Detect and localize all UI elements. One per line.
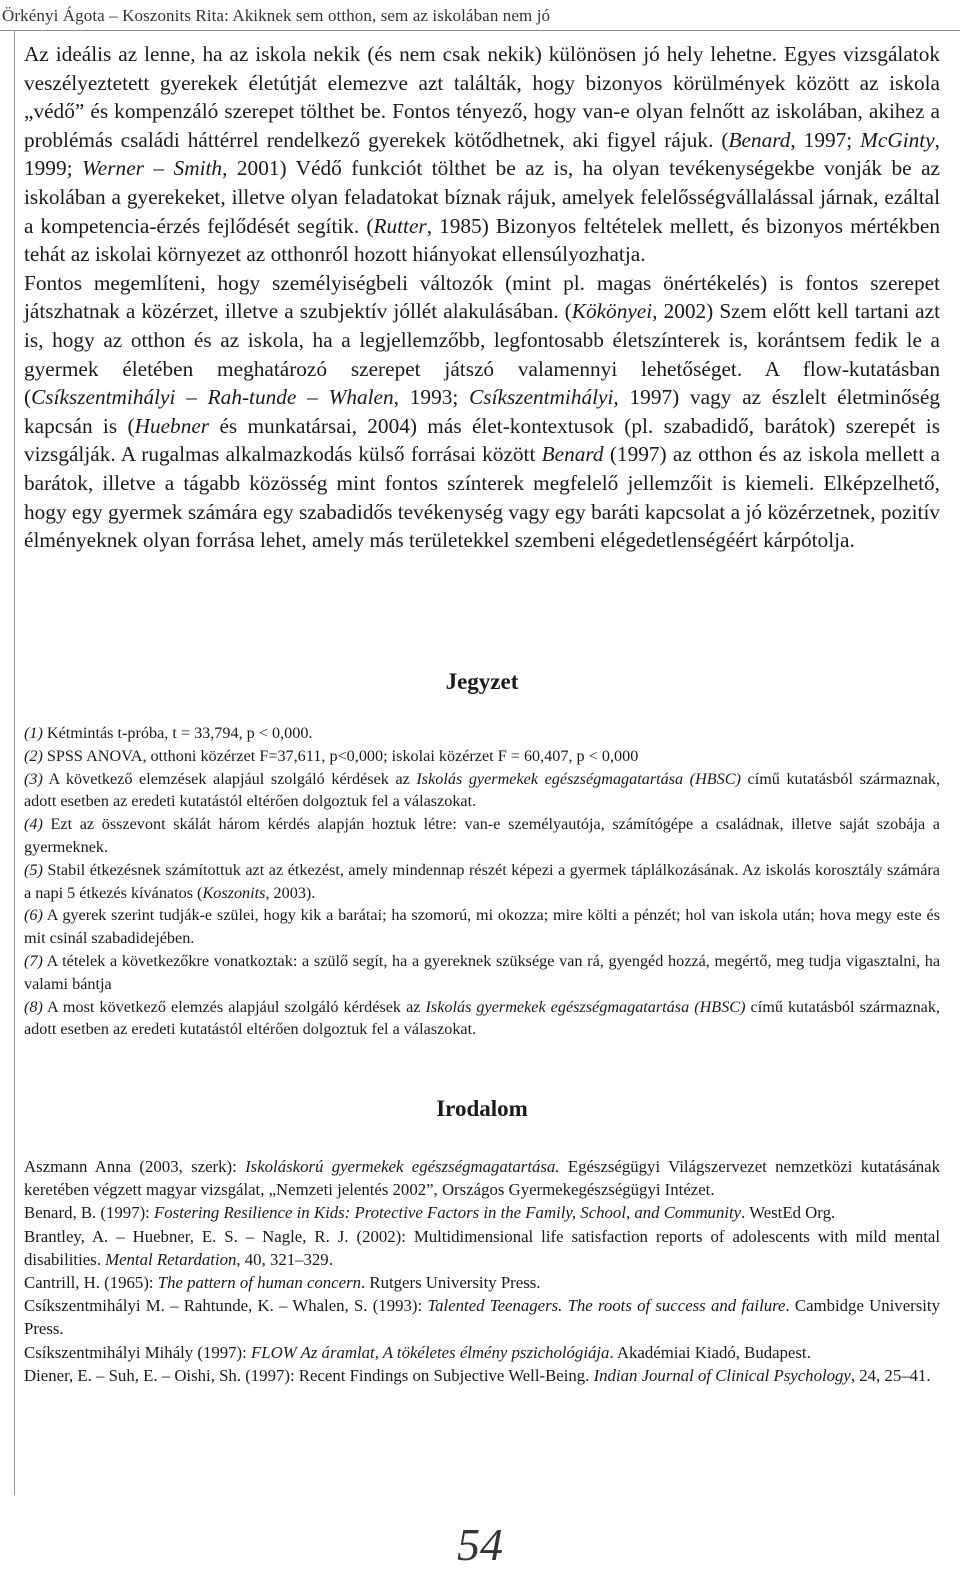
text-run: Az ideális az lenne, ha az iskola nekik (és nem csak nekik) különösen jó hely lehetne. Egyes vizsgálatok veszélyeztetett gyerekek életútját elemezve azt találták, hogy bizonyos körülmények között az iskola „védő” és kompenzáló szerepet tölthet be. Fontos tényező, hogy van-e olyan felnőtt az iskolában, akihez a problémás családi háttérrel rendelkező gyerekek kötődhetnek, aki figyel rájuk. ( — [24, 42, 940, 152]
reference-item — [24, 1225, 940, 1271]
note-number: (5) — [24, 860, 43, 879]
text-run: és munkatársai, 2004) más élet-kontextusok (pl. szabadidő, barátok) szerepét is vizsgálják. A rugalmas alkalmazkodás külső forrásai között — [24, 413, 940, 467]
italic-run: Benard — [728, 127, 791, 152]
text-run: . WestEd Org. — [741, 1203, 836, 1223]
text-run: (1997) az otthon és az iskola mellett a barátok, illetve a tágabb közösség mint fontos színterek megfelelő jellemzőit is kiemeli. Elképzelhető, hogy egy gyermek számára egy szabadidős tevékenység vagy egy baráti kapcsolat a jó közérzetnek, pozitív élményeknek olyan forrása lehet, amely más területekkel szembeni elégedetlenségéért kárpótolja. — [24, 442, 941, 553]
note-number: (7) — [24, 951, 43, 970]
italic-run: Benard — [541, 442, 604, 467]
reference-item — [24, 1294, 940, 1340]
text-run: A következő elemzések alapjául szolgáló kérdések az — [42, 769, 417, 788]
references-heading: Irodalom — [436, 1096, 528, 1121]
note-item — [24, 768, 940, 814]
italic-run: Huebner — [134, 413, 210, 438]
text-run: A gyerek szerint tudják-e szülei, hogy kik a barátai; ha szomorú, mi okozza; mire költi a pénzét; hol van iskola után; hova megy este és mit csinál szabadidejében. — [24, 906, 940, 948]
italic-run: McGinty — [860, 127, 935, 152]
note-item — [24, 722, 940, 745]
margin-rule — [14, 30, 15, 1495]
text-run: Csíkszentmihályi Mihály (1997): — [24, 1342, 251, 1362]
reference-item — [24, 1201, 940, 1224]
text-run: Kétmintás t-próba, t = 33,794, p < 0,000. — [42, 724, 313, 742]
text-run: című kutatásból származnak, adott esetben az eredeti kutatástól eltérően dolgoztuk fel a válaszokat. — [24, 769, 941, 811]
italic-run: Iskolás gyermekek egészségmagatartása (HBSC) — [416, 769, 741, 788]
text-run: . Rutgers University Press. — [361, 1273, 541, 1293]
text-run: Stabil étkezésnek számítottuk azt az étkezést, amely mindennap részét képezi a gyermek táplálkozásának. Az iskolás korosztály számára a napi 5 étkezés kívánatos ( — [24, 860, 940, 902]
italic-run: Talented Teenagers. The roots of success and failure — [427, 1296, 786, 1316]
italic-run: Iskoláskorú gyermekek egészségmagatartása. — [245, 1157, 560, 1176]
running-title: Örkényi Ágota – Koszonits Rita: Akiknek sem otthon, sem az iskolában nem jó — [2, 6, 551, 25]
references-list — [24, 1155, 940, 1387]
italic-run: Fostering Resilience in Kids: Protective Factors in the Family, School, and Community — [154, 1203, 742, 1223]
note-item — [24, 745, 940, 768]
text-run: , 1985) Bizonyos feltételek mellett, és bizonyos mértékben tehát az iskolai környezet az otthonról hozott hiányokat ellensúlyozhatja. — [24, 213, 941, 267]
text-run: A tételek a következőkre vonatkoztak: a szülő segít, ha a gyereknek szüksége van rá, gyengéd hozzá, megértő, meg tudja vigasztalni, ha valami bántja — [24, 951, 940, 993]
text-run: Ezt az összevont skálát három kérdés alapján hoztuk létre: van-e személyautója, számítógépe a családnak, illetve saját szobája a gyermeknek. — [24, 815, 940, 856]
text-run: , 1999; — [24, 127, 940, 181]
italic-run: Werner – Smith — [82, 156, 223, 181]
italic-run: FLOW Az áramlat, A tökéletes élmény pszichológiája — [251, 1342, 610, 1362]
text-run: , 1993; — [393, 385, 470, 410]
italic-run: Iskolás gyermekek egészségmagatartása (HBSC) — [425, 997, 746, 1016]
note-number: (4) — [24, 815, 43, 834]
reference-item — [24, 1341, 940, 1364]
text-run: . Cambidge University Press. — [24, 1296, 940, 1339]
text-run: című kutatásból származnak, adott esetben az eredeti kutatástól eltérően dolgoztuk fel a válaszokat. — [24, 997, 941, 1039]
italic-run: Mental Retardation — [105, 1249, 237, 1269]
text-run: Aszmann Anna (2003, szerk): — [24, 1157, 246, 1176]
reference-item — [24, 1271, 940, 1294]
italic-run: Csíkszentmihályi — [469, 385, 614, 410]
italic-run: Koszonits — [202, 883, 266, 902]
text-run: , 24, 25–41. — [850, 1365, 931, 1385]
text-run: 2002) Szem előtt kell tartani azt is, hogy az otthon és az iskola, ha a legjellemzőbb, legfontosabb életszínterek is, korántsem fedik le a gyermek életében meghatározó szerepet játszó valamennyi lehetőséget. A flow-kutatásban ( — [24, 299, 940, 410]
text-run: A most következő elemzés alapjául szolgáló kérdések az — [42, 997, 426, 1016]
note-number: (1) — [24, 724, 43, 742]
text-run: Csíkszentmihályi M. – Rahtunde, K. – Whalen, S. (1993): — [24, 1296, 428, 1316]
note-number: (6) — [24, 906, 43, 925]
text-run: Diener, E. – Suh, E. – Oishi, Sh. (1997): Recent Findings on Subjective Well-Being. — [24, 1365, 594, 1385]
notes-list — [24, 722, 940, 1041]
italic-run: Csíkszentmihályi – Rah-tunde – Whalen — [31, 385, 394, 410]
note-item — [24, 904, 940, 950]
italic-run: Indian Journal of Clinical Psychology — [593, 1365, 851, 1385]
text-run: SPSS ANOVA, otthoni közérzet F=37,611, p<0,000; iskolai közérzet F = 60,407, p < 0,000 — [42, 746, 639, 765]
text-run: Egészségügyi Világszervezet nemzetközi kutatásának keretében végzett magyar vizsgálat, „Nemzeti jelentés 2002”, Országos Gyermekegészségügyi Intézet. — [24, 1157, 940, 1200]
text-run: Fontos megemlíteni, hogy személyiségbeli változók (mint pl. magas önértékelés) is fontos szerepet játszhatnak a közérzet, illetve a szubjektív jóllét alakulásában. ( — [24, 270, 940, 324]
text-run: , 1997) vagy az észlelt életminőség kapcsán is ( — [24, 385, 940, 438]
text-run: Benard, B. (1997): — [24, 1203, 155, 1223]
text-run: , 2001) Védő funkciót tölthet be az is, ha olyan tevékenységekbe vonják be az iskolában a gyerekeket, illetve olyan feladatokat bíznak rájuk, amelyek felelősségvállalással járnak, ezáltal a kompetencia-érzés fejlődését segítik. ( — [24, 156, 940, 238]
italic-run: The pattern of human concern — [157, 1273, 361, 1293]
body-text — [24, 40, 940, 555]
notes-heading: Jegyzet — [445, 669, 519, 694]
note-number: (8) — [24, 997, 43, 1016]
text-run: . Akadémiai Kiadó, Budapest. — [609, 1342, 811, 1362]
italic-run: Kökönyei, — [571, 299, 658, 324]
page-number: 54 — [457, 1519, 503, 1570]
reference-item — [24, 1155, 940, 1201]
text-run: , 40, 321–329. — [236, 1249, 333, 1269]
text-run: Cantrill, H. (1965): — [24, 1273, 158, 1293]
text-run: , 1997; — [790, 127, 861, 152]
body-paragraph — [24, 40, 940, 269]
header-rule — [0, 30, 960, 31]
italic-run: Rutter — [373, 213, 427, 238]
note-item — [24, 996, 940, 1042]
note-item — [24, 813, 940, 859]
note-item — [24, 950, 940, 996]
note-item — [24, 859, 940, 905]
text-run: , 2003). — [265, 883, 316, 902]
body-paragraph — [24, 269, 940, 555]
note-number: (3) — [24, 769, 43, 788]
reference-item — [24, 1364, 940, 1387]
text-run: Brantley, A. – Huebner, E. S. – Nagle, R. J. (2002): Multidimensional life satisfaction reports of adolescents with mild mental disabilities. — [24, 1226, 940, 1269]
note-number: (2) — [24, 746, 43, 765]
